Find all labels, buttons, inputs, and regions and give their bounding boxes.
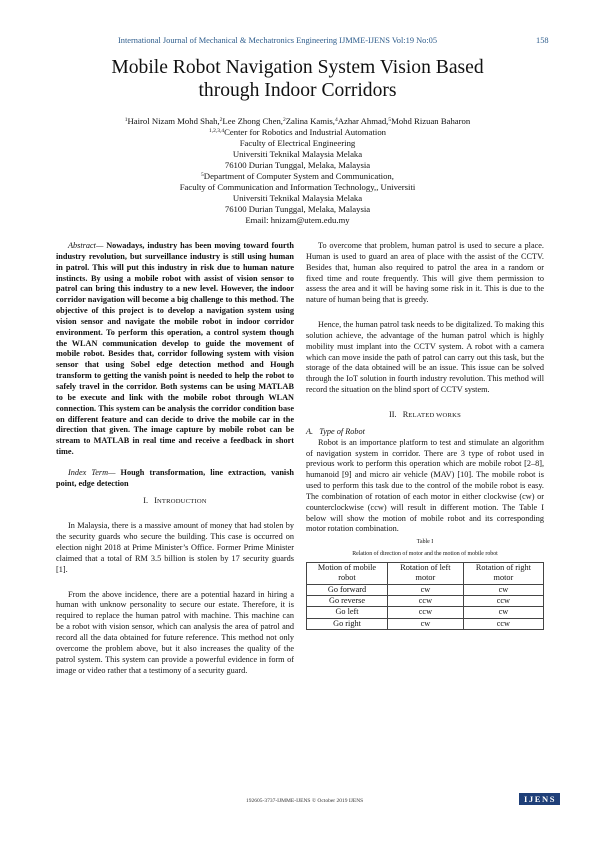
title-line-2: through Indoor Corridors	[198, 80, 397, 101]
table-label: Table I	[416, 539, 434, 546]
intro-paragraph-1: In Malaysia, there is a massive amount of money that had stolen by the security guards who secure the building. This case is occurred on election night 2018 at Prime Minister’s Office. Former Prime Minister claimed that a total of RM 3.5 billion is stolen by 17 security guards [1].	[56, 521, 294, 574]
table-header-row	[307, 563, 544, 585]
section-number: I.	[143, 495, 149, 505]
author-3-mark: 2	[282, 117, 286, 123]
affiliation-line	[40, 171, 555, 182]
right-column	[306, 241, 544, 630]
author-5-mark: 5	[388, 117, 392, 123]
affiliation-text: Center for Robotics and Industrial Automation	[224, 127, 387, 137]
author-4-mark: 4	[334, 117, 338, 123]
table-cell: ccw	[388, 607, 464, 618]
affiliation-line: Universiti Teknikal Malaysia Melaka	[232, 149, 363, 159]
section-title-rest: ELATED WORKS	[408, 411, 461, 419]
author-1-mark: 1	[124, 117, 128, 123]
table-cell: ccw	[388, 595, 464, 606]
section-initial: R	[402, 409, 409, 419]
table-cell: Go right	[307, 618, 388, 629]
affiliation-mark: 5	[201, 172, 204, 178]
abstract-lead: Abstract—	[68, 241, 104, 250]
abstract-body: Nowadays, industry has been moving toward fourth industry revolution, but surveillance industry is still using human in patrol. This will put this industry in risk due to human nature instincts. By using a mobile robot with assist of vision sensor to patrol can bring this industry to a new level. However, the indoor corridor navigation will become a big challenge to this method. The objective of this project is to develop a navigation system using vision sensor and navigate the mobile robot in indoor corridor environment. To perform this operation, a control system though the WLAN communication develop to guide the movement of mobile robot. Besides that, corridor following system with vision sensor that using Sobel edge detection method and Hough transform to getting the vanish point is needed to help the robot to safely travel in the corridor. Both systems can be using MATLAB to be execute and link with the mobile robot through WLAN connection. This system can be analysis the corridor condition base on different feature and can decide to drive the mobile car in the direction that given. The image capture by mobile robot can be stream to MATLAB in real time and receive a feedback in short time.	[56, 241, 295, 457]
table-cell: cw	[388, 584, 464, 595]
table-caption: Relation of direction of motor and the motion of mobile robot	[352, 550, 498, 557]
author-2-mark: 2	[219, 117, 223, 123]
abstract	[56, 241, 294, 458]
author-block	[40, 116, 555, 226]
right-paragraph-1: To overcome that problem, human patrol is used to secure a place. Human is used to guard an area of place with the assist of the CCTV. Besides that, human also required to patrol the area in a random or fixed time and route frequently. This will give them permission to assess the area and it will be having some risk in it. This is due to the nature of human being that is greedy.	[306, 241, 544, 305]
table-header-cell: Rotation of right motor	[463, 563, 543, 585]
affiliation-line: 76100 Durian Tunggal, Melaka, Malaysia	[224, 204, 371, 214]
table-cell: ccw	[463, 595, 543, 606]
left-column	[56, 241, 294, 676]
section-initial: I	[154, 495, 157, 505]
table-cell: cw	[388, 618, 464, 629]
table-row	[307, 607, 544, 618]
page-number: 158	[536, 36, 549, 45]
table-cell: Go left	[307, 607, 388, 618]
index-terms-lead: Index Term—	[68, 467, 116, 477]
journal-name: International Journal of Mechanical & Mechatronics Engineering IJMME-IJENS Vol:19 No:05	[118, 36, 438, 45]
author-3: Zalina Kamis,	[285, 116, 335, 126]
table-header-cell: Motion of mobile robot	[307, 563, 388, 585]
table-header-cell: Rotation of left motor	[388, 563, 464, 585]
author-email: Email: hnizam@utem.edu.my	[245, 215, 350, 225]
author-names	[40, 116, 555, 127]
author-4: Azhar Ahmad,	[337, 116, 389, 126]
affiliation-line: 76100 Durian Tunggal, Melaka, Malaysia	[224, 160, 371, 170]
table-cell: ccw	[463, 618, 543, 629]
ijens-logo: IJENS	[519, 793, 560, 805]
section-title-rest: NTRODUCTION	[156, 497, 207, 505]
subsection-title: Type of Robot	[319, 426, 365, 436]
table-row	[307, 595, 544, 606]
affiliation-line	[40, 127, 555, 138]
affiliation-text: Department of Computer System and Communication,	[203, 171, 394, 181]
affiliation-mark: 1,2,3,4	[208, 128, 225, 134]
affiliation-line: Faculty of Communication and Information Technology,, Universiti	[179, 182, 416, 192]
section-heading-related-works	[306, 410, 544, 422]
affiliation-line: Universiti Teknikal Malaysia Melaka	[232, 193, 363, 203]
author-2: Lee Zhong Chen,	[222, 116, 283, 126]
subsection-heading-type-of-robot	[306, 427, 544, 438]
paper-title	[40, 56, 555, 102]
author-1: Hairol Nizam Mohd Shah,	[127, 116, 220, 126]
subsection-number: A.	[306, 426, 314, 436]
table-cell: cw	[463, 607, 543, 618]
affiliation-line: Faculty of Electrical Engineering	[239, 138, 356, 148]
table-cell: cw	[463, 584, 543, 595]
related-paragraph-1: Robot is an importance platform to test and stimulate an algorithm of navigation system in corridor. There are 3 type of robot used in previous work to perform this operation which are mobile robot [2–8], humanoid [9] and micro air vehicle (MAV) [10]. The mobile robot is used to perform this task due to the control of the mobile robot is easy. The combination of rotation of each motor in either clockwise (cw) or counterclockwise (ccw) will result in different motion. The Table I below will show the motion of mobile robot and its corresponding motor rotation combination.	[306, 437, 544, 534]
index-terms	[56, 468, 294, 490]
motor-rotation-table	[306, 562, 544, 630]
section-number: II.	[389, 409, 397, 419]
right-paragraph-2: Hence, the human patrol task needs to be digitalized. To making this solution achieve, the advantage of the human patrol which is highly mobility must implant into the CCTV system. A robot with a camera which can move inside the path of patrol can carry out this task, but the storage of the data obtained will be an issue. This issue can be solved through the IoT solution in fourth industry revolution. This method will record the situation on the blind sport of CCTV system.	[306, 320, 544, 395]
footer-doi: 192605-3737-IJMME-IJENS © October 2019 IJENS	[246, 798, 364, 804]
author-5: Mohd Rizuan Baharon	[391, 116, 471, 126]
table-row	[307, 618, 544, 629]
table-cell: Go reverse	[307, 595, 388, 606]
table-cell: Go forward	[307, 584, 388, 595]
section-heading-introduction	[56, 496, 294, 508]
table-row	[307, 584, 544, 595]
title-line-1: Mobile Robot Navigation System Vision Based	[111, 57, 484, 78]
index-terms-body: Hough transformation, line extraction, vanish point, edge detection	[56, 467, 295, 488]
intro-paragraph-2: From the above incidence, there are a potential hazard in hiring a human with unknow personality to secure our estate. Therefore, it is required to replace the human patrol with machine. This machine can be a robot with vision sensor, which can analysis the area of patrol and record all the data obtained for future reference. This method not only overcome the problem above, but it also increases the quality of the patrol system. This system can provide a powerful evidence in form of image or video rather that a testimony of a security guard.	[56, 589, 294, 675]
